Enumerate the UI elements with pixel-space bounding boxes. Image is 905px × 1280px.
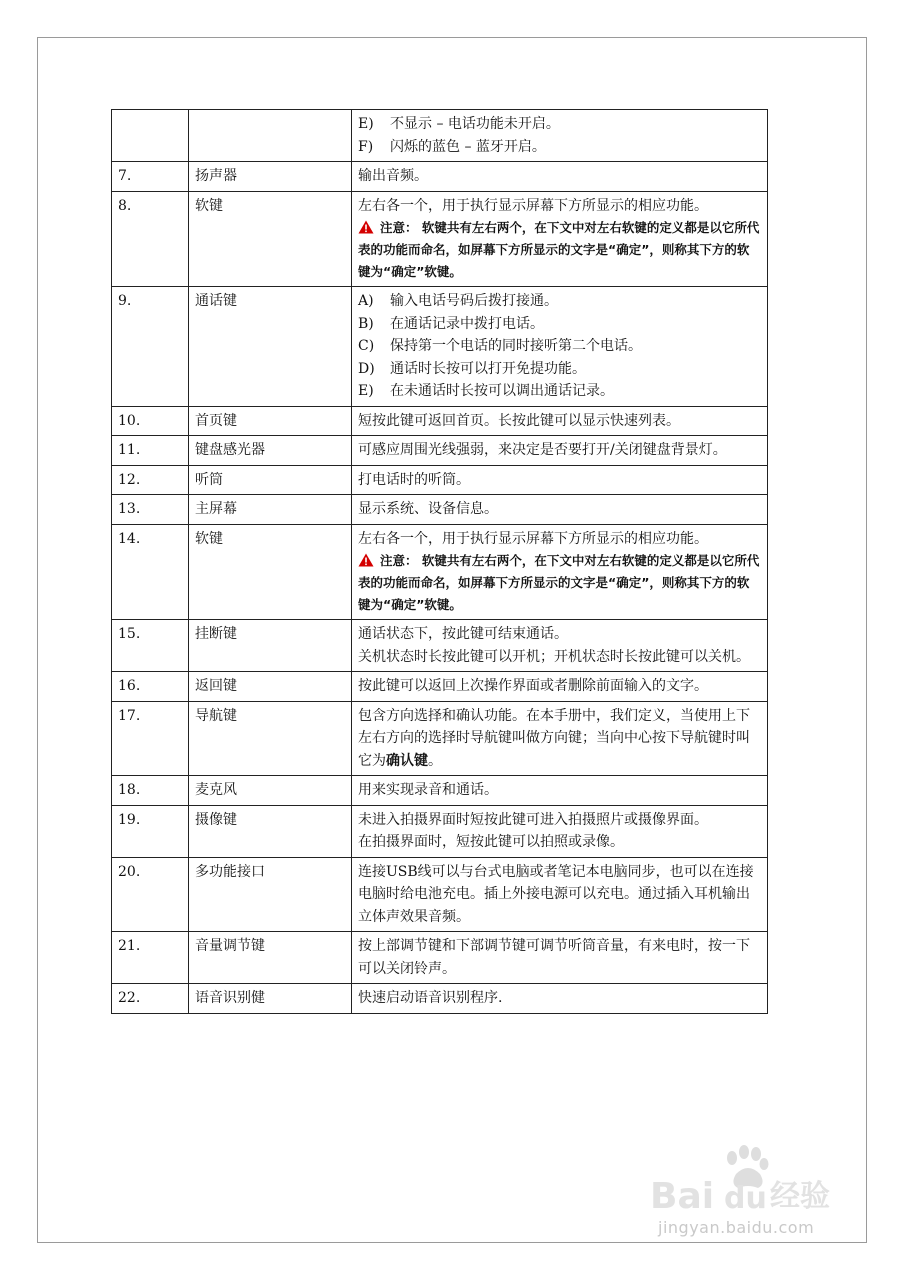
row-number: 13. [112, 495, 189, 525]
table-row [112, 162, 768, 192]
description-line [358, 935, 761, 980]
table-row [112, 191, 768, 287]
description-line [358, 987, 761, 1010]
list-item [358, 136, 761, 159]
list-item-label: E) [358, 116, 374, 132]
row-number: 17. [112, 701, 189, 776]
description-text: 输出音频。 [358, 168, 428, 184]
description-text: 快速启动语音识别程序. [358, 990, 503, 1006]
component-name: 听筒 [189, 465, 352, 495]
component-name: 摄像键 [189, 805, 352, 857]
description-line [358, 861, 761, 929]
description-line [358, 410, 761, 433]
spec-table-body [112, 110, 768, 1014]
description-line [358, 498, 761, 521]
row-number: 18. [112, 776, 189, 806]
list-item-label: F) [358, 138, 374, 155]
description-line [358, 705, 761, 773]
row-number: 12. [112, 465, 189, 495]
description-line [358, 439, 761, 462]
table-row [112, 776, 768, 806]
list-item [358, 313, 761, 336]
emphasis-text: 确认键 [386, 752, 428, 769]
component-name: 扬声器 [189, 162, 352, 192]
watermark-url: jingyan.baidu.com [658, 1218, 815, 1237]
component-description [352, 620, 768, 672]
description-text: 关机状态时长按此键可以开机；开机状态时长按此键可以关机。 [358, 648, 750, 665]
component-name: 键盘感光器 [189, 436, 352, 466]
component-name: 音量调节键 [189, 932, 352, 984]
table-row [112, 465, 768, 495]
component-name: 麦克风 [189, 776, 352, 806]
description-line [358, 809, 761, 832]
list-item-text: 不显示 – 电话功能未开启。 [390, 116, 560, 132]
component-description [352, 672, 768, 702]
description-line [358, 469, 761, 492]
description-text: 短按此键可返回首页。长按此键可以显示快速列表。 [358, 412, 680, 429]
component-description [352, 524, 768, 620]
description-text: 打电话时的听筒。 [358, 471, 470, 488]
list-item [358, 380, 761, 403]
warning-icon [358, 553, 374, 567]
component-description [352, 162, 768, 192]
baidu-jingyan-watermark [640, 1140, 860, 1240]
description-text: 在拍摄界面时，短按此键可以拍照或录像。 [358, 834, 624, 850]
table-row [112, 805, 768, 857]
description-text: 左右各一个，用于执行显示屏幕下方所显示的相应功能。 [358, 197, 708, 214]
component-description [352, 465, 768, 495]
description-line [358, 165, 761, 188]
spec-table [111, 109, 768, 1014]
list-item-text: 通话时长按可以打开免提功能。 [390, 360, 586, 377]
list-item-text: 在未通话时长按可以调出通话记录。 [390, 383, 614, 399]
list-item-text: 闪烁的蓝色 – 蓝牙开启。 [390, 138, 546, 155]
row-number: 14. [112, 524, 189, 620]
table-row [112, 672, 768, 702]
row-number: 10. [112, 406, 189, 436]
row-number: 22. [112, 984, 189, 1014]
component-name: 返回键 [189, 672, 352, 702]
list-item [358, 358, 761, 381]
table-row [112, 857, 768, 932]
description-text: 显示系统、设备信息。 [358, 501, 498, 517]
list-item-label: D) [358, 360, 375, 377]
row-number: 19. [112, 805, 189, 857]
row-number: 8. [112, 191, 189, 287]
description-text: 可感应周围光线强弱，来决定是否要打开/关闭键盘背景灯。 [358, 442, 727, 458]
description-line [358, 646, 761, 669]
component-description [352, 857, 768, 932]
table-row [112, 932, 768, 984]
list-item-label: A) [358, 293, 374, 309]
component-name: 主屏幕 [189, 495, 352, 525]
description-line [358, 675, 761, 698]
description-text: 连接USB线可以与台式电脑或者笔记本电脑同步，也可以在连接电脑时给电池充电。插上外接电源可以充电。通过插入耳机输出立体声效果音频。 [358, 863, 754, 925]
warning-note-text: 注意： 软键共有左右两个，在下文中对左右软键的定义都是以它所代表的功能而命名，如屏幕下方所显示的文字是“确定”，则称其下方的软键为“确定”软键。 [358, 553, 760, 612]
svg-text:du: du [724, 1181, 767, 1216]
component-name: 通话键 [189, 287, 352, 407]
list-item [358, 113, 761, 136]
component-description [352, 776, 768, 806]
description-text: 包含方向选择和确认功能。在本手册中，我们定义，当使用上下左右方向的选择时导航键叫做方向键；当向中心按下导航键时叫它为 [358, 707, 750, 769]
component-name: 软键 [189, 524, 352, 620]
component-name: 语音识别健 [189, 984, 352, 1014]
table-row [112, 287, 768, 407]
row-number: 7. [112, 162, 189, 192]
row-number [112, 110, 189, 162]
component-description [352, 984, 768, 1014]
component-name: 软键 [189, 191, 352, 287]
warning-note [358, 217, 761, 283]
component-description [352, 495, 768, 525]
svg-text:Bai: Bai [650, 1176, 715, 1217]
component-description [352, 932, 768, 984]
table-row [112, 110, 768, 162]
component-name: 导航键 [189, 701, 352, 776]
table-row [112, 984, 768, 1014]
list-item-label: B) [358, 315, 374, 332]
description-tail: 。 [428, 752, 442, 769]
table-row [112, 436, 768, 466]
description-text: 未进入拍摄界面时短按此键可进入拍摄照片或摄像界面。 [358, 811, 708, 828]
row-number: 21. [112, 932, 189, 984]
component-description [352, 436, 768, 466]
description-line [358, 831, 761, 854]
list-item-text: 保持第一个电话的同时接听第二个电话。 [390, 338, 642, 354]
description-text: 按此键可以返回上次操作界面或者删除前面输入的文字。 [358, 678, 708, 694]
component-description [352, 406, 768, 436]
description-text: 通话状态下，按此键可结束通话。 [358, 626, 568, 642]
description-text: 左右各一个，用于执行显示屏幕下方所显示的相应功能。 [358, 530, 708, 547]
row-number: 9. [112, 287, 189, 407]
description-text: 用来实现录音和通话。 [358, 782, 498, 798]
table-row [112, 406, 768, 436]
component-name [189, 110, 352, 162]
warning-note [358, 550, 761, 616]
component-name: 多功能接口 [189, 857, 352, 932]
component-name: 挂断键 [189, 620, 352, 672]
component-description [352, 701, 768, 776]
list-item [358, 335, 761, 358]
table-row [112, 701, 768, 776]
list-item [358, 290, 761, 313]
list-item-label: E) [358, 383, 374, 399]
row-number: 20. [112, 857, 189, 932]
component-description [352, 110, 768, 162]
component-description [352, 805, 768, 857]
row-number: 11. [112, 436, 189, 466]
description-line [358, 623, 761, 646]
table-row [112, 495, 768, 525]
description-text: 按上部调节键和下部调节键可调节听筒音量，有来电时，按一下可以关闭铃声。 [358, 938, 750, 977]
description-line [358, 779, 761, 802]
list-item-text: 在通话记录中拨打电话。 [390, 315, 544, 332]
table-row [112, 524, 768, 620]
table-row [112, 620, 768, 672]
list-item-text: 输入电话号码后拨打接通。 [390, 293, 558, 309]
description-line [358, 195, 761, 218]
warning-note-text: 注意： 软键共有左右两个，在下文中对左右软键的定义都是以它所代表的功能而命名，如屏幕下方所显示的文字是“确定”，则称其下方的软键为“确定”软键。 [358, 220, 760, 279]
description-line [358, 528, 761, 551]
component-name: 首页键 [189, 406, 352, 436]
warning-icon [358, 220, 374, 234]
svg-text:经验: 经验 [770, 1179, 830, 1214]
list-item-label: C) [358, 338, 375, 354]
component-description [352, 191, 768, 287]
row-number: 16. [112, 672, 189, 702]
baidu-logo-icon [640, 1140, 860, 1220]
row-number: 15. [112, 620, 189, 672]
component-description [352, 287, 768, 407]
